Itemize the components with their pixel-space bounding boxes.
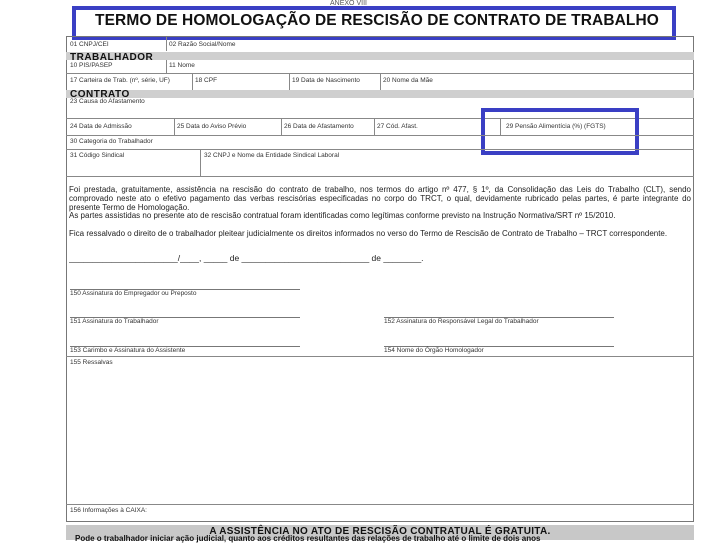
field-razao-social: 02 Razão Social/Nome — [169, 41, 236, 48]
field-cod-afast: 27 Cód. Afast. — [377, 123, 418, 130]
signature-empregador: 150 Assinatura do Empregador ou Preposto — [70, 290, 197, 297]
signature-responsavel-legal: 152 Assinatura do Responsável Legal do Trabalhador — [384, 318, 539, 325]
section-contrato: CONTRATO — [70, 89, 130, 100]
document-title: TERMO DE HOMOLOGAÇÃO DE RESCISÃO DE CONTRATO DE TRABALHO — [95, 12, 659, 29]
divider — [374, 118, 375, 135]
pensao-highlight-box — [481, 108, 639, 155]
field-cnpj: 01 CNPJ/CEI — [70, 41, 109, 48]
field-codigo-sindical: 31 Código Sindical — [70, 152, 125, 159]
field-cpf: 18 CPF — [195, 77, 218, 84]
field-entidade-sindical: 32 CNPJ e Nome da Entidade Sindical Laboral — [204, 152, 340, 159]
paragraph-ressalva: Fica ressalvado o direito de o trabalhador pleitear judicialmente os direitos informados no verso do Termo de Rescisão de Contrato de Trabalho – TRCT correspondente. — [69, 229, 668, 238]
signature-assistente: 153 Carimbo e Assinatura do Assistente — [70, 347, 186, 354]
footer-text: Pode o trabalhador iniciar ação judicial, quanto aos créditos resultantes das relações de trabalho até o limite de dois anos — [75, 534, 541, 543]
title-highlight-box — [72, 6, 676, 40]
field-data-afastamento: 26 Data de Afastamento — [284, 123, 354, 130]
field-causa-afastamento: 23 Causa do Afastamento — [70, 98, 145, 105]
divider — [200, 149, 201, 176]
row-line — [66, 356, 694, 357]
field-pis: 10 PIS/PASEP — [70, 62, 113, 69]
divider — [281, 118, 282, 135]
field-nascimento: 19 Data de Nascimento — [292, 77, 360, 84]
divider — [380, 73, 381, 90]
paragraph-assistencia: Foi prestada, gratuitamente, assistência na rescisão do contrato de trabalho, nos termos do artigo nº 477, § 1º, da Consolidação das Leis do Trabalho (CLT), sendo comprovado neste ato o efetivo pagamento das verbas rescisórias especificadas no corpo do TRCT, o qual, devidamente rubricado pelas partes, é parte integrante do presente Termo de Homologação. — [69, 185, 691, 212]
footer-title: A ASSISTÊNCIA NO ATO DE RESCISÃO CONTRATUAL É GRATUITA. — [209, 526, 551, 537]
section-band-contrato — [66, 90, 694, 98]
field-ctps: 17 Carteira de Trab. (nº, série, UF) — [70, 77, 170, 84]
field-nome-mae: 20 Nome da Mãe — [383, 77, 433, 84]
divider — [166, 60, 167, 73]
signature-orgao-homologador: 154 Nome do Órgão Homologador — [384, 347, 484, 354]
section-band-trabalhador — [66, 52, 694, 60]
divider — [174, 118, 175, 135]
paragraph-identificacao: As partes assistidas no presente ato de rescisão contratual foram identificadas como legítimas conforme previsto na Instrução Normativa/SRT nº 15/2010. — [69, 211, 616, 220]
field-categoria: 30 Categoria do Trabalhador — [70, 138, 153, 145]
field-nome: 11 Nome — [169, 62, 195, 69]
field-ressalvas: 155 Ressalvas — [70, 359, 113, 366]
date-line: _______________________/____, _____ de ___________________________ de ________. — [69, 254, 424, 263]
row-line — [66, 135, 694, 136]
field-aviso-previo: 25 Data do Aviso Prévio — [177, 123, 247, 130]
row-line — [66, 176, 694, 177]
field-data-admissao: 24 Data de Admissão — [70, 123, 132, 130]
divider — [166, 37, 167, 51]
divider — [289, 73, 290, 90]
field-pensao-alimenticia: 29 Pensão Alimentícia (%) (FGTS) — [506, 123, 606, 130]
row-line — [66, 504, 694, 505]
section-trabalhador: TRABALHADOR — [70, 52, 154, 63]
signature-trabalhador: 151 Assinatura do Trabalhador — [70, 318, 159, 325]
row-line — [66, 149, 694, 150]
field-informacoes-caixa: 156 Informações à CAIXA: — [70, 507, 147, 514]
header-fragment: ANEXO VIII — [330, 0, 367, 7]
divider — [192, 73, 193, 90]
